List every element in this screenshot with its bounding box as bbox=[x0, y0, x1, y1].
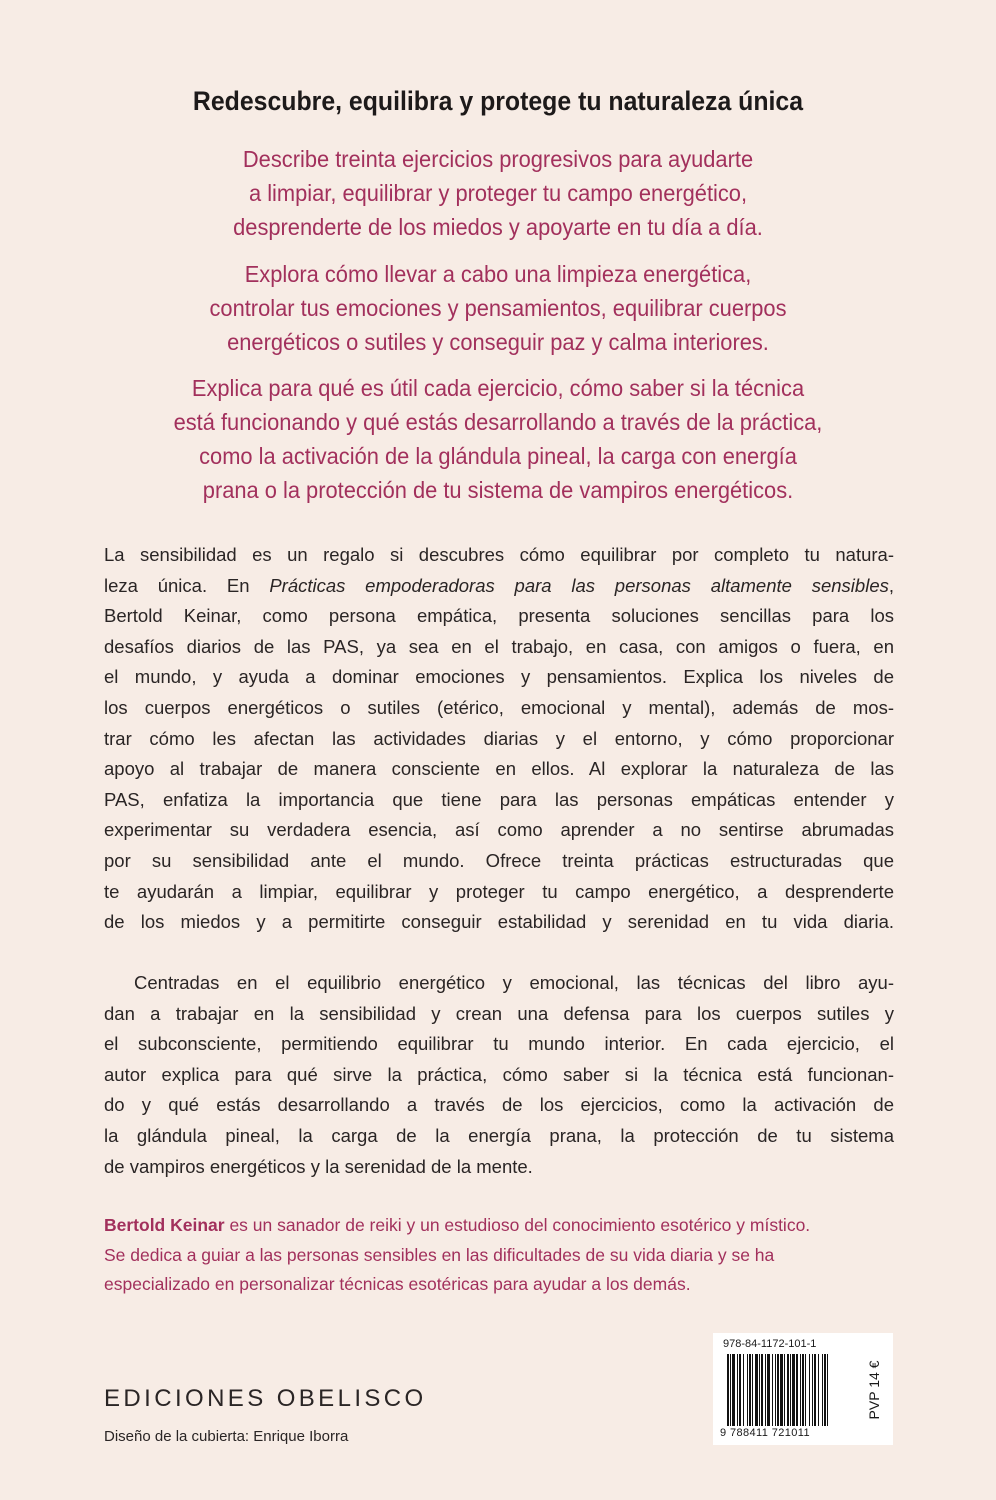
barcode-bar bbox=[814, 1354, 816, 1426]
body-line: de los miedos y a permitirte conseguir estabilidad y serenidad en tu vida diaria. bbox=[104, 911, 894, 933]
pitch-line: como la activación de la glándula pineal, la carga con energía bbox=[199, 443, 797, 469]
body-line: La sensibilidad es un regalo si descubres cómo equilibrar por completo tu natura- bbox=[104, 544, 894, 565]
barcode-bar bbox=[730, 1354, 731, 1426]
body-line: la glándula pineal, la carga de la energía prana, la protección de tu sistema bbox=[104, 1124, 894, 1146]
body-line: Centradas en el equilibrio energético y emocional, las técnicas del libro ayu- bbox=[134, 972, 894, 993]
barcode-bar bbox=[790, 1354, 791, 1426]
author-name: Bertold Keinar bbox=[104, 1215, 225, 1235]
barcode-bar bbox=[796, 1354, 798, 1426]
barcode-bar bbox=[749, 1354, 751, 1426]
bio-line: Se dedica a guiar a las personas sensibles en las dificultades de su vida diaria y se ha bbox=[104, 1244, 775, 1265]
author-bio bbox=[104, 1211, 894, 1300]
pitch-line: Explica para qué es útil cada ejercicio, cómo saber si la técnica bbox=[191, 375, 805, 401]
headline: Redescubre, equilibra y protege tu naturaleza única bbox=[192, 86, 804, 116]
pitch-line: Describe treinta ejercicios progresivos para ayudarte bbox=[242, 146, 754, 172]
barcode-bar bbox=[780, 1354, 783, 1426]
body-line: el subconsciente, permitiendo equilibrar tu mundo interior. En cada ejercicio, el bbox=[104, 1033, 894, 1055]
barcode-bar bbox=[761, 1354, 763, 1426]
body-line: Bertold Keinar, como persona empática, presenta soluciones sencillas para los bbox=[104, 605, 894, 627]
body-line: apoyo al trabajar de manera consciente en ellos. Al explorar la naturaleza de las bbox=[104, 758, 894, 780]
pitch-line: desprenderte de los miedos y apoyarte en tu día a día. bbox=[233, 214, 763, 240]
barcode-bar bbox=[775, 1354, 776, 1426]
barcode-bar bbox=[784, 1354, 785, 1426]
body-line: autor explica para qué sirve la práctica, cómo saber si la técnica está funcionan- bbox=[104, 1063, 894, 1085]
body-line-end: , bbox=[888, 574, 894, 596]
body-line: trar cómo les afectan las actividades diarias y el entorno, y cómo proporcionar bbox=[104, 727, 894, 749]
bio-text: es un sanador de reiki y un estudioso del conocimiento esotérico y místico. bbox=[224, 1215, 811, 1235]
body-line: los cuerpos energéticos o sutiles (etérico, emocional y mental), además de mos- bbox=[104, 696, 894, 718]
pitch-line: energéticos o sutiles y conseguir paz y calma interiores. bbox=[227, 329, 769, 355]
barcode-bar bbox=[800, 1354, 801, 1426]
barcode-bar bbox=[737, 1354, 738, 1426]
barcode-bar bbox=[772, 1354, 773, 1426]
barcode-bar bbox=[759, 1354, 760, 1426]
body-line: do y qué estás desarrollando a través de los ejercicios, como la activación de bbox=[104, 1094, 894, 1116]
barcode-bar bbox=[802, 1354, 804, 1426]
body-line: el mundo, y ayuda a dominar emociones y pensamientos. Explica los niveles de bbox=[104, 666, 894, 688]
pitch-paragraph-2 bbox=[126, 257, 870, 359]
barcode-bar bbox=[739, 1354, 741, 1426]
barcode-bar bbox=[767, 1354, 770, 1426]
body-line: PAS, enfatiza la importancia que tiene para las personas empáticas entender y bbox=[104, 788, 894, 810]
barcode-box bbox=[713, 1333, 893, 1445]
body-line: por su sensibilidad ante el mundo. Ofrece treinta prácticas estructuradas que bbox=[104, 849, 894, 871]
barcode-bar bbox=[743, 1354, 744, 1426]
body-line: dan a trabajar en la sensibilidad y crean una defensa para los cuerpos sutiles y bbox=[104, 1002, 894, 1024]
pitch-line: controlar tus emociones y pensamientos, equilibrar cuerpos bbox=[209, 295, 787, 321]
barcode-bar bbox=[755, 1354, 758, 1426]
publisher-logo-text: EDICIONES OBELISCO bbox=[104, 1385, 427, 1412]
body-line: de vampiros energéticos y la serenidad de la mente. bbox=[104, 1155, 533, 1177]
pitch-line: prana o la protección de tu sistema de vampiros energéticos. bbox=[202, 477, 794, 503]
barcode-icon bbox=[727, 1354, 861, 1426]
barcode-bar bbox=[827, 1354, 828, 1426]
barcode-bar bbox=[809, 1354, 810, 1426]
pitch-paragraph-1 bbox=[126, 142, 870, 244]
bio-line: especializado en personalizar técnicas esotéricas para ayudar a los demás. bbox=[104, 1274, 691, 1295]
barcode-bar bbox=[752, 1354, 753, 1426]
body-line bbox=[104, 571, 894, 602]
price-text: PVP 14 € bbox=[866, 1360, 882, 1420]
barcode-bar bbox=[727, 1354, 729, 1426]
body-line: desafíos diarios de las PAS, ya sea en el trabajo, en casa, con amigos o fuera, en bbox=[104, 635, 894, 657]
barcode-digits: 9 788411 721011 bbox=[720, 1427, 811, 1439]
price-label bbox=[861, 1343, 887, 1437]
barcode-bar bbox=[822, 1354, 823, 1426]
pitch-paragraph-3 bbox=[126, 371, 870, 507]
barcode-bar bbox=[747, 1354, 748, 1426]
barcode-bar bbox=[792, 1354, 795, 1426]
pitch-line: está funcionando y qué estás desarrollando a través de la práctica, bbox=[173, 409, 823, 435]
barcode-bar bbox=[818, 1354, 819, 1426]
barcode-bar bbox=[777, 1354, 779, 1426]
body-line-start: leza única. En bbox=[104, 574, 270, 596]
barcode-bar bbox=[765, 1354, 766, 1426]
barcode-bar bbox=[805, 1354, 806, 1426]
body-line: experimentar su verdadera esencia, así como aprender a no sentirse abrumadas bbox=[104, 819, 894, 841]
isbn-number: 978-84-1172-101-1 bbox=[723, 1338, 817, 1350]
pitch-line: Explora cómo llevar a cabo una limpieza energética, bbox=[244, 261, 752, 287]
barcode-bar bbox=[824, 1354, 826, 1426]
pitch-line: a limpiar, equilibrar y proteger tu campo energético, bbox=[248, 180, 748, 206]
book-title: Prácticas empoderadoras para las personas altamente sensibles bbox=[269, 574, 889, 596]
barcode-bar bbox=[732, 1354, 735, 1426]
barcode-bar bbox=[787, 1354, 789, 1426]
body-line: te ayudarán a limpiar, equilibrar y proteger tu campo energético, a desprenderte bbox=[104, 880, 894, 902]
cover-design-credit: Diseño de la cubierta: Enrique Iborra bbox=[104, 1428, 349, 1445]
barcode-bar bbox=[812, 1354, 813, 1426]
description-paragraph-1 bbox=[104, 540, 894, 938]
bio-line bbox=[104, 1211, 894, 1241]
description-paragraph-2 bbox=[104, 968, 894, 1182]
